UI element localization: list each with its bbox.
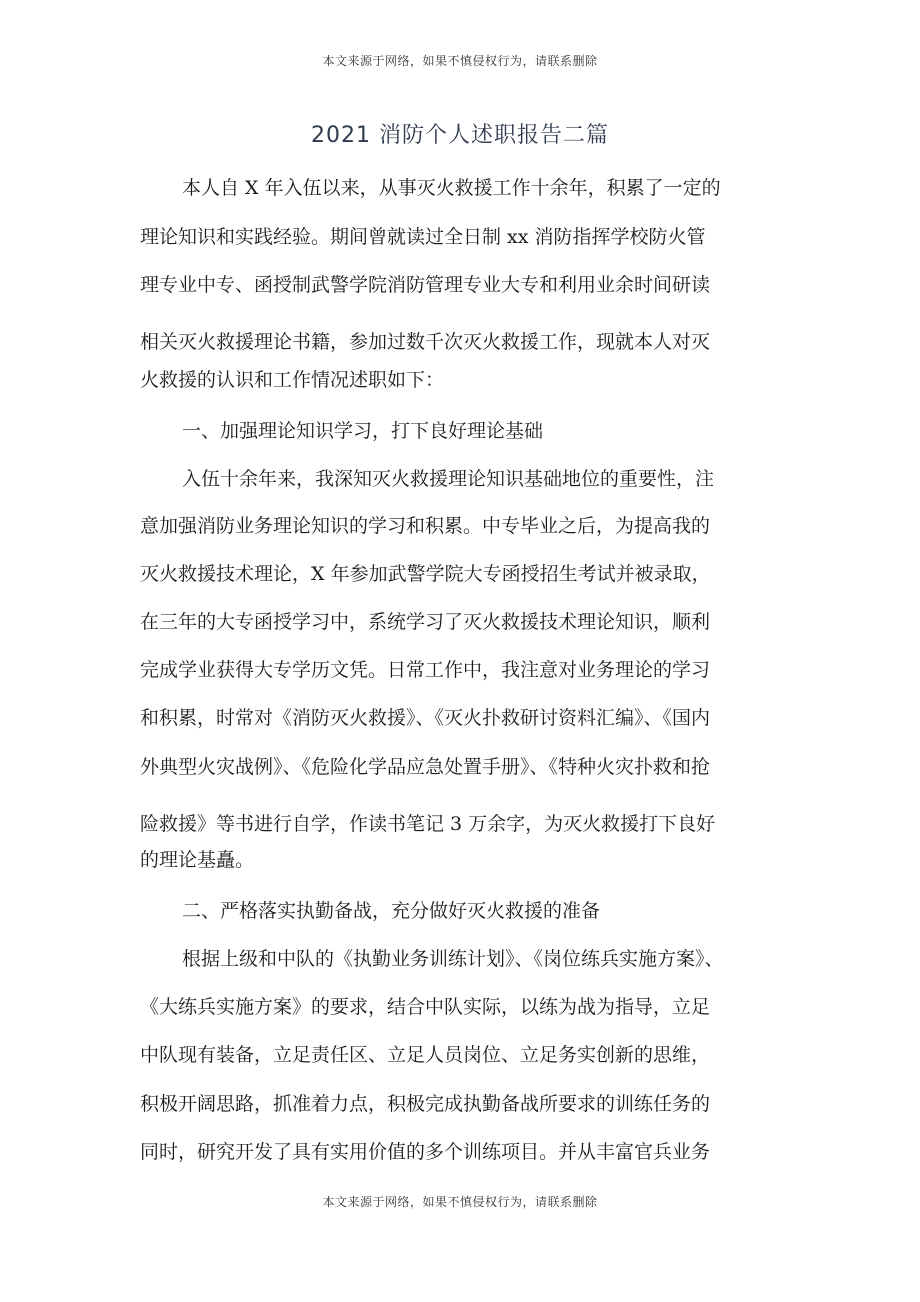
paragraph-intro bbox=[140, 176, 786, 201]
text-line: 同时，研究开发了具有实用价值的多个训练项目。并从丰富官兵业务 bbox=[140, 1141, 711, 1163]
text-line: 理论知识和实践经验。期间曾就读过全日制 xx 消防指挥学校防火管 bbox=[140, 226, 706, 248]
text-line: 险救援》等书进行自学，作读书笔记 3 万余字，为灭火救援打下良好 bbox=[140, 813, 716, 835]
text-line: 根据上级和中队的《执勤业务训练计划》、《岗位练兵实施方案》、 bbox=[182, 948, 724, 970]
section-heading: 一、加强理论知识学习，打下良好理论基础 bbox=[182, 420, 544, 442]
paragraph-section-2-cont bbox=[140, 1140, 786, 1165]
text-line: 意加强消防业务理论知识的学习和积累。中专毕业之后，为提高我的 bbox=[140, 515, 711, 537]
text-line: 火救援的认识和工作情况述职如下： bbox=[140, 369, 445, 391]
document-title: 2021 消防个人述职报告二篇 bbox=[311, 123, 609, 148]
section-heading: 二、严格落实执勤备战，充分做好灭火救援的准备 bbox=[182, 900, 601, 922]
section-heading-1 bbox=[140, 419, 786, 444]
text-line: 积极开阔思路，抓准着力点，积极完成执勤备战所要求的训练任务的 bbox=[140, 1093, 711, 1115]
text-line: 的理论基矗。 bbox=[140, 849, 255, 871]
paragraph-section-1-cont bbox=[140, 658, 786, 683]
paragraph-section-1-cont bbox=[140, 610, 786, 635]
page-header-note: 本文来源于网络，如果不慎侵权行为，请联系删除 bbox=[322, 54, 598, 68]
text-line: 相关灭火救援理论书籍，参加过数千次灭火救援工作，现就本人对灭 bbox=[140, 331, 711, 353]
text-line: 完成学业获得大专学历文凭。日常工作中，我注意对业务理论的学习 bbox=[140, 659, 711, 681]
paragraph-section-1-cont bbox=[140, 755, 786, 780]
text-line: 和积累，时常对《消防灭火救援》、《灭火扑救研讨资料汇编》、《国内 bbox=[140, 707, 711, 729]
paragraph-intro-cont bbox=[140, 273, 786, 298]
paragraph-section-1-cont bbox=[140, 848, 786, 873]
paragraph-section-2-cont bbox=[140, 995, 786, 1020]
text-line: 在三年的大专函授学习中，系统学习了灭火救援技术理论知识，顺利 bbox=[140, 611, 711, 633]
paragraph-section-1-cont bbox=[140, 706, 786, 731]
paragraph-section-2 bbox=[140, 947, 786, 972]
paragraph-section-1-cont bbox=[140, 562, 786, 587]
paragraph-section-1-cont bbox=[140, 514, 786, 539]
text-line: 中队现有装备，立足责任区、立足人员岗位、立足务实创新的思维， bbox=[140, 1044, 711, 1066]
paragraph-section-2-cont bbox=[140, 1043, 786, 1068]
text-line: 入伍十余年来，我深知灭火救援理论知识基础地位的重要性，注 bbox=[182, 468, 715, 490]
paragraph-section-1-cont bbox=[140, 812, 786, 837]
text-line: 本人自 X 年入伍以来，从事灭火救援工作十余年，积累了一定的 bbox=[182, 177, 721, 199]
text-line: 《大练兵实施方案》的要求，结合中队实际，以练为战为指导，立足 bbox=[140, 996, 711, 1018]
text-line: 外典型火灾战例》、《危险化学品应急处置手册》、《特种火灾扑救和抢 bbox=[140, 756, 711, 778]
paragraph-section-1 bbox=[140, 467, 786, 492]
section-heading-2 bbox=[140, 899, 786, 924]
text-line: 理专业中专、函授制武警学院消防管理专业大专和利用业余时间研读 bbox=[140, 274, 711, 296]
paragraph-intro-cont bbox=[140, 225, 786, 250]
paragraph-intro-cont bbox=[140, 368, 786, 393]
page-footer-note: 本文来源于网络，如果不慎侵权行为，请联系删除 bbox=[322, 1195, 598, 1209]
text-line: 灭火救援技术理论，X 年参加武警学院大专函授招生考试并被录取， bbox=[140, 563, 711, 585]
paragraph-intro-cont bbox=[140, 330, 786, 355]
paragraph-section-2-cont bbox=[140, 1092, 786, 1117]
